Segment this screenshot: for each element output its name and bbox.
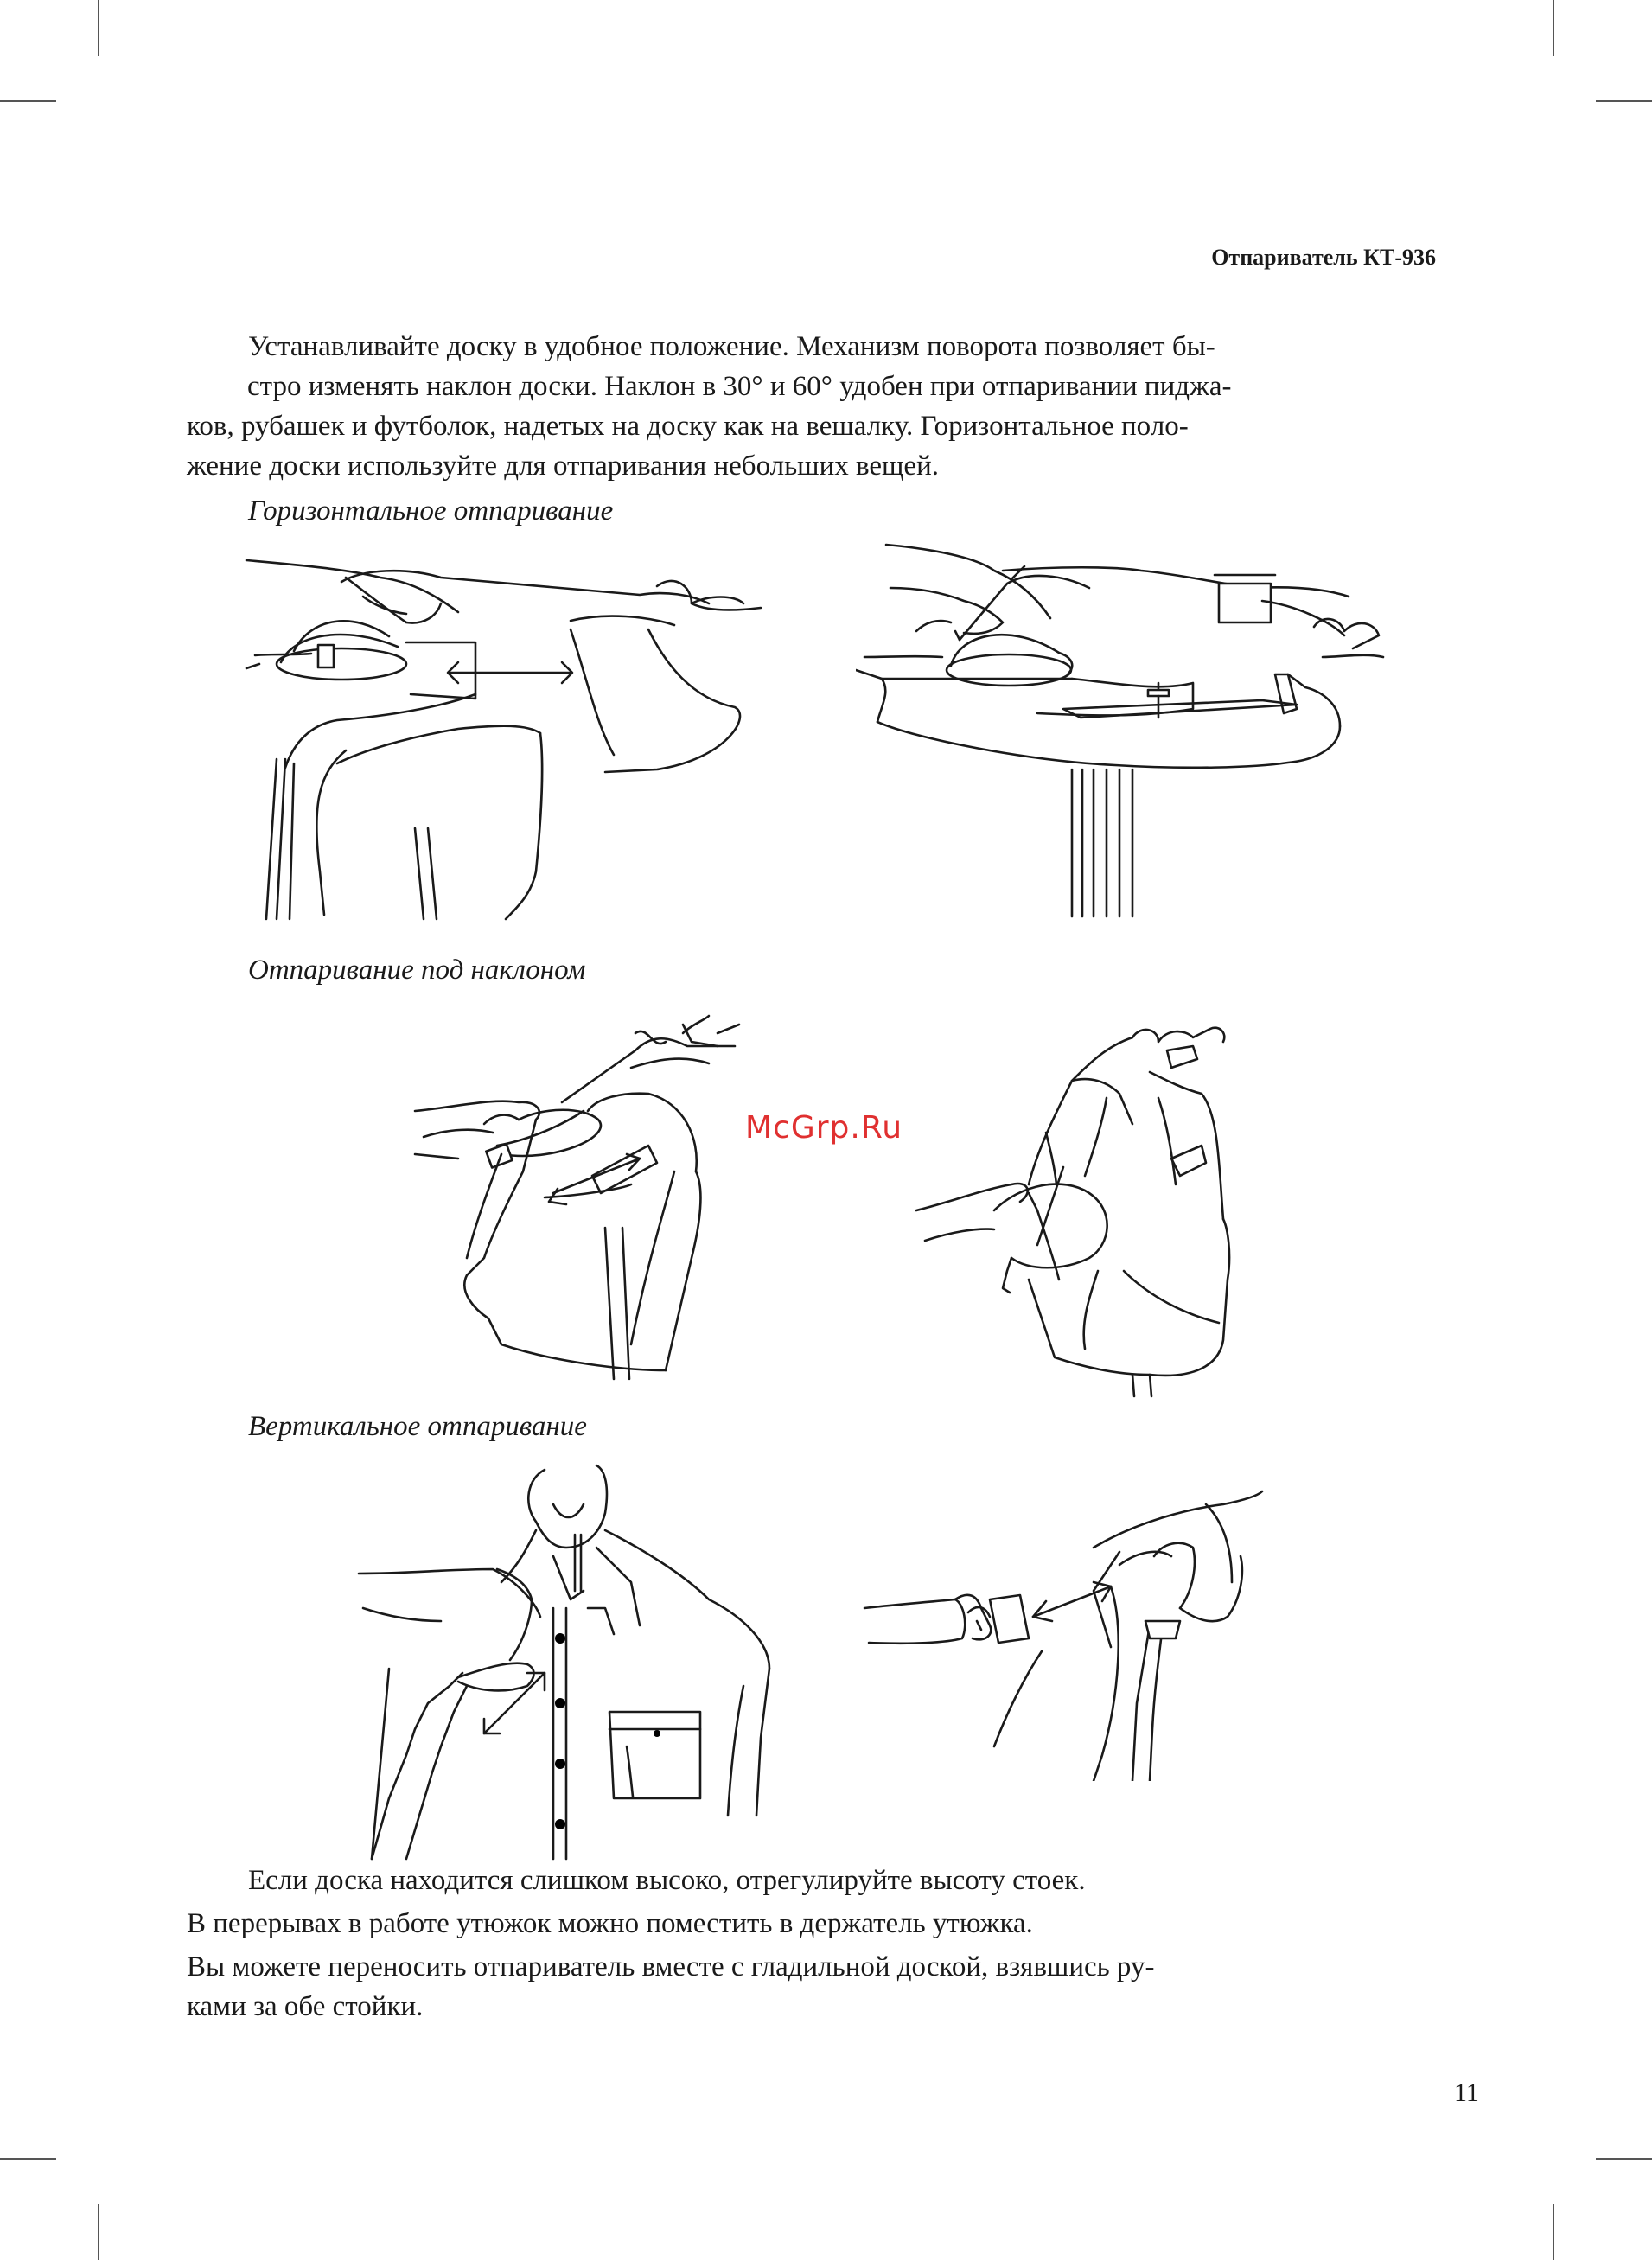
crop-mark [0, 2158, 56, 2160]
page-number: 11 [1454, 2078, 1479, 2107]
outro-line: Если доска находится слишком высоко, отрегулируйте высоту стоек. [248, 1865, 1086, 1896]
caption-vertical: Вертикальное отпаривание [248, 1411, 587, 1442]
crop-mark [1596, 100, 1652, 102]
running-header: Отпариватель КТ-936 [1211, 245, 1436, 270]
intro-paragraph [187, 327, 1415, 486]
illustration-vertical-right [860, 1452, 1266, 1781]
crop-mark [1553, 0, 1554, 56]
caption-horizontal: Горизонтальное отпаривание [248, 495, 614, 527]
intro-line: жение доски используйте для отпаривания небольших вещей. [187, 450, 939, 482]
crop-mark [1553, 2204, 1554, 2260]
watermark: McGrp.Ru [745, 1110, 903, 1146]
illustration-horizontal-left [242, 543, 778, 923]
crop-mark [0, 100, 56, 102]
caption-tilted: Отпаривание под наклоном [248, 954, 586, 986]
crop-mark [98, 0, 99, 56]
illustration-tilted-left [406, 999, 769, 1388]
crop-mark [98, 2204, 99, 2260]
outro-line: ками за обе стойки. [187, 1991, 424, 2022]
illustration-tilted-right [908, 994, 1288, 1401]
intro-line: Устанавливайте доску в удобное положение. Механизм поворота позволяет бы- [248, 331, 1215, 362]
intro-line: ков, рубашек и футболок, надетых на доску как на вешалку. Горизонтальное поло- [187, 411, 1189, 442]
outro-line: Вы можете переносить отпариватель вместе с гладильной доской, взявшись ру- [187, 1951, 1155, 1982]
intro-line: стро изменять наклон доски. Наклон в 30° и 60° удобен при отпаривании пиджа- [247, 371, 1232, 402]
crop-mark [1596, 2158, 1652, 2160]
illustration-vertical-left [354, 1452, 787, 1867]
outro-line: В перерывах в работе утюжок можно поместить в держатель утюжка. [187, 1908, 1033, 1939]
outro-paragraph [187, 1861, 1415, 2027]
illustration-horizontal-right [856, 536, 1392, 925]
